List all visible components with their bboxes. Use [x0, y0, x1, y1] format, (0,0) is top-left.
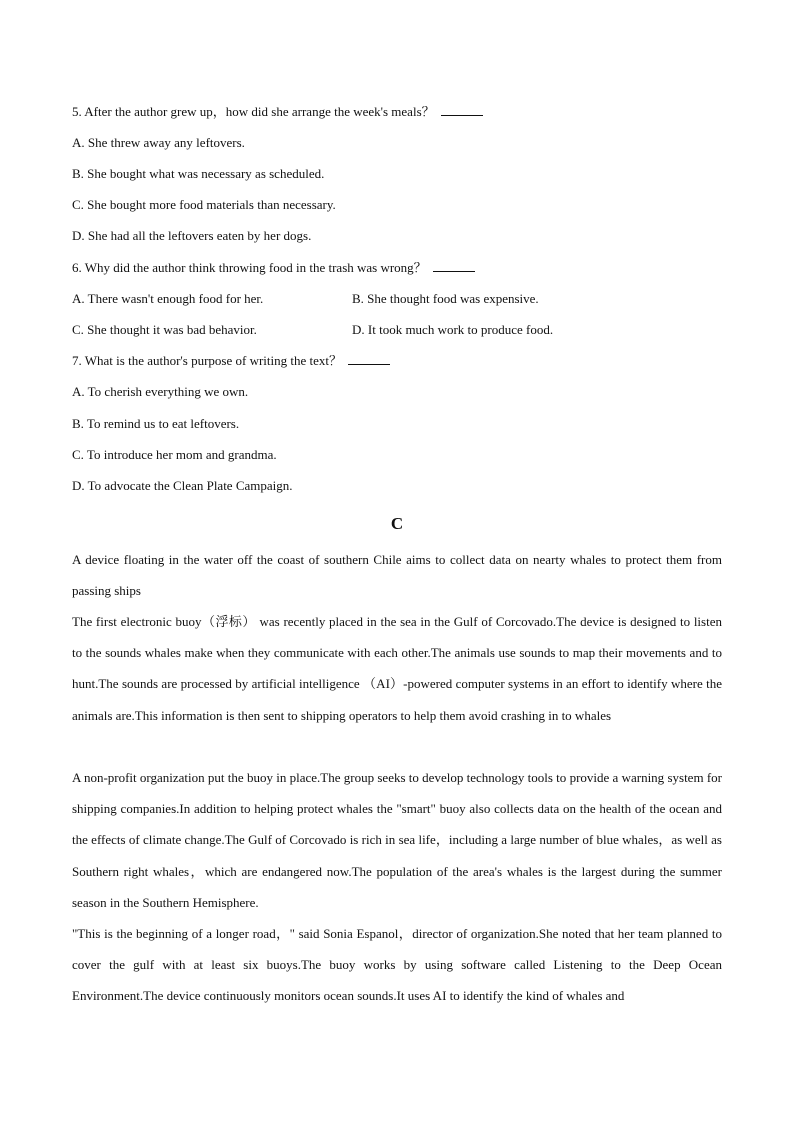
question-stem-text: 7. What is the author's purpose of writing the text？: [72, 353, 342, 368]
answer-blank[interactable]: [441, 105, 483, 116]
question-5-option-b: B. She bought what was necessary as scheduled.: [72, 166, 325, 181]
answer-blank[interactable]: [348, 354, 390, 365]
question-6-option-a: A. There wasn't enough food for her.: [72, 291, 264, 306]
question-7-option-d: D. To advocate the Clean Plate Campaign.: [72, 478, 293, 493]
question-7-option-b: B. To remind us to eat leftovers.: [72, 416, 240, 431]
question-6-option-b: B. She thought food was expensive.: [352, 291, 539, 306]
question-6-stem: [72, 260, 475, 276]
question-stem-text: 6. Why did the author think throwing food in the trash was wrong？: [72, 260, 427, 275]
question-stem-text: 5. After the author grew up，how did she arrange the week's meals？: [72, 104, 435, 119]
passage-paragraph-2: The first electronic buoy（浮标） was recently placed in the sea in the Gulf of Corcovado.The device is designed to listen to the sounds whales make when they communicate with each other.The animals use sounds to map their movements and to hunt.The sounds are processed by artificial intelligence （AI）-powered computer systems in an effort to identify where the animals are.This information is then sent to shipping operators to help them avoid crashing in to whales: [72, 614, 722, 723]
question-7-option-a: A. To cherish everything we own.: [72, 384, 249, 399]
question-5-option-d: D. She had all the leftovers eaten by her dogs.: [72, 228, 312, 243]
passage-paragraph-4: "This is the beginning of a longer road，" said Sonia Espanol，director of organization.She noted that her team planned to cover the gulf with at least six buoys.The buoy works by using software called Listening to the Deep Ocean Environment.The device continuously monitors ocean sounds.It uses AI to identify the kind of whales and: [72, 926, 722, 1004]
passage-paragraph-3: A non-profit organization put the buoy in place.The group seeks to develop technology tools to provide a warning system for shipping companies.In addition to helping protect whales the "smart" buoy also collects data on the health of the ocean and the effects of climate change.The Gulf of Corcovado is rich in sea life，including a large number of blue whales，as well as Southern right whales，which are endangered now.The population of the area's whales is the largest during the summer season in the Southern Hemisphere.: [72, 770, 722, 910]
question-7-stem: [72, 353, 390, 369]
question-5-option-c: C. She bought more food materials than necessary.: [72, 197, 336, 212]
answer-blank[interactable]: [433, 261, 475, 272]
section-heading: C: [390, 514, 404, 533]
question-6-option-c: C. She thought it was bad behavior.: [72, 322, 257, 337]
question-7-option-c: C. To introduce her mom and grandma.: [72, 447, 277, 462]
passage-paragraph-1: A device floating in the water off the coast of southern Chile aims to collect data on nearty whales to protect them from passing ships: [72, 552, 722, 599]
question-6-option-d: D. It took much work to produce food.: [352, 322, 554, 337]
question-5-option-a: A. She threw away any leftovers.: [72, 135, 245, 150]
question-5-stem: [72, 104, 483, 120]
